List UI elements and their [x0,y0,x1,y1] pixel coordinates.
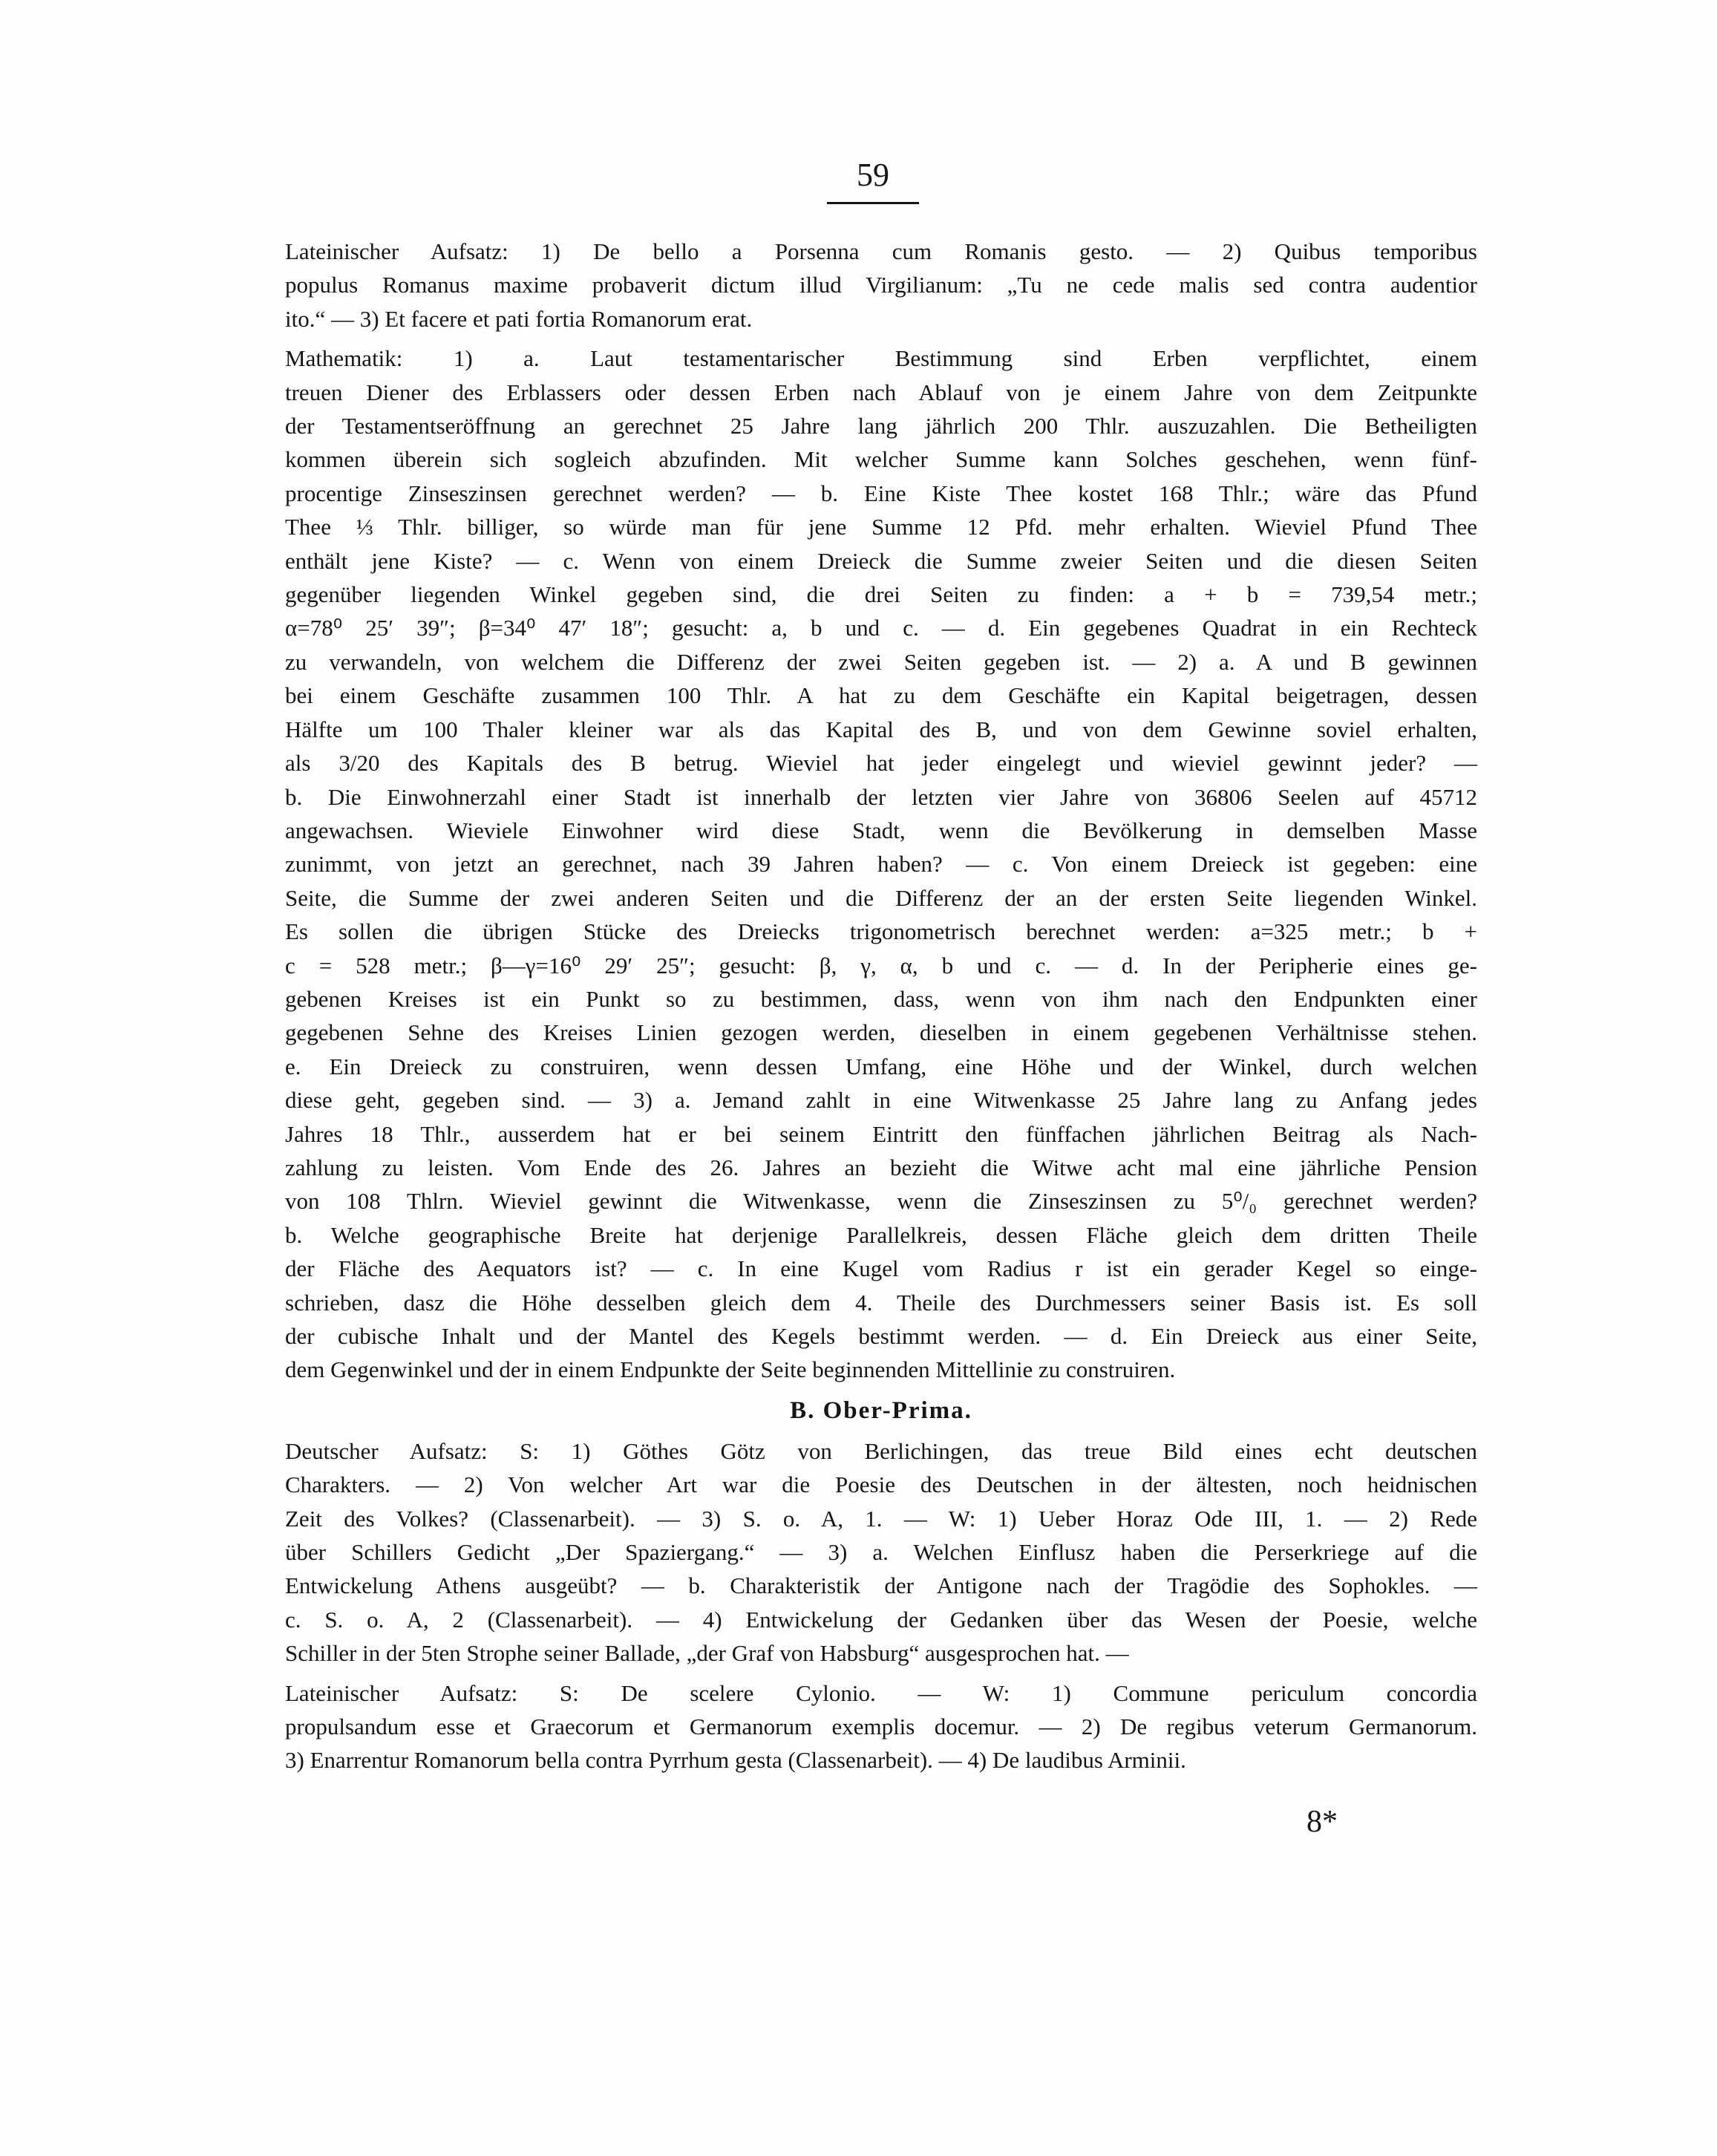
paragraph-gap [285,336,1477,342]
latin-essay-topics-upper [285,1676,1477,1777]
text-line: e. Ein Dreieck zu construiren, wenn dessen Umfang, eine Höhe und der Winkel, durch welchen [285,1053,1477,1079]
text-line: enthält jene Kiste? — c. Wenn von einem Dreieck die Summe zweier Seiten und die diesen Seiten [285,547,1477,574]
text-line: Lateinischer Aufsatz: S: De scelere Cylonio. — W: 1) Commune periculum concordia [285,1679,1477,1706]
mathematics-problems [285,342,1477,1387]
text-line: Hälfte um 100 Thaler kleiner war als das Kapital des B, und von dem Gewinne soviel erhalten, [285,716,1477,742]
text-line: der Testamentseröffnung an gerechnet 25 Jahre lang jährlich 200 Thlr. auszuzahlen. Die Betheiligten [285,413,1477,440]
text-line: Lateinischer Aufsatz: 1) De bello a Porsenna cum Romanis gesto. — 2) Quibus temporibus [285,238,1477,264]
text-line: Charakters. — 2) Von welcher Art war die Poesie des Deutschen in der ältesten, noch heidnischen [285,1471,1477,1498]
text-line: der cubische Inhalt und der Mantel des Kegels bestimmt werden. — d. Ein Dreieck aus einer Seite, [285,1323,1477,1349]
text-line: Seite, die Summe der zwei anderen Seiten und die Differenz der an der ersten Seite liegenden Winkel. [285,884,1477,911]
text-line: gegebenen Sehne des Kreises Linien gezogen werden, dieselben in einem gegebenen Verhältnisse stehen. [285,1019,1477,1046]
text-line: dem Gegenwinkel und der in einem Endpunkte der Seite beginnenden Mittellinie zu construiren. [285,1356,1176,1383]
text-line: angewachsen. Wieviele Einwohner wird diese Stadt, wenn die Bevölkerung in demselben Masse [285,817,1477,843]
text-line: gebenen Kreises ist ein Punkt so zu bestimmen, dass, wenn von ihm nach den Endpunkten einer [285,985,1477,1012]
text-line: über Schillers Gedicht „Der Spaziergang.“ — 3) a. Welchen Einflusz haben die Perserkriege auf die [285,1539,1477,1566]
text-line: b. Welche geographische Breite hat derjenige Parallelkreis, dessen Fläche gleich dem dritten Theile [285,1221,1477,1248]
printer-signature-mark: 8* [1306,1805,1338,1839]
text-line: als 3/20 des Kapitals des B betrug. Wieviel hat jeder eingelegt und wieviel gewinnt jeder? — [285,750,1477,777]
text-line: Es sollen die übrigen Stücke des Dreiecks trigonometrisch berechnet werden: a=325 metr.; b + [285,918,1477,945]
text-line: zu verwandeln, von welchem die Differenz der zwei Seiten gegeben ist. — 2) a. A und B gewinnen [285,648,1477,675]
text-line: schrieben, dasz die Höhe desselben gleich dem 4. Theile des Durchmessers seiner Basis ist. Es soll [285,1289,1477,1316]
text-line: Zeit des Volkes? (Classenarbeit). — 3) S. o. A, 1. — W: 1) Ueber Horaz Ode III, 1. — 2) Rede [285,1505,1477,1532]
text-line: diese geht, gegeben sind. — 3) a. Jemand zahlt in eine Witwenkasse 25 Jahre lang zu Anfang jedes [285,1087,1477,1114]
text-line: zahlung zu leisten. Vom Ende des 26. Jahres an bezieht die Witwe acht mal eine jährliche Pension [285,1154,1477,1180]
text-line: gegenüber liegenden Winkel gegeben sind, die drei Seiten zu finden: a + b = 739,54 metr.; [285,581,1477,608]
text-line: Schiller in der 5ten Strophe seiner Ballade, „der Graf von Habsburg“ ausgesprochen hat. — [285,1640,1129,1667]
text-line: 3) Enarrentur Romanorum bella contra Pyrrhum gesta (Classenarbeit). — 4) De laudibus Arminii. [285,1747,1186,1774]
text-line: procentige Zinseszinsen gerechnet werden? — b. Eine Kiste Thee kostet 168 Thlr.; wäre das Pfund [285,480,1477,506]
text-line: propulsandum esse et Graecorum et Germanorum exemplis docemur. — 2) De regibus veterum Germanorum. [285,1714,1477,1740]
text-line: zunimmt, von jetzt an gerechnet, nach 39 Jahren haben? — c. Von einem Dreieck ist gegeben: eine [285,851,1477,878]
text-line: α=78⁰ 25′ 39″; β=34⁰ 47′ 18″; gesucht: a, b und c. — d. Ein gegebenes Quadrat in ein Rechteck [285,615,1477,641]
text-line: populus Romanus maxime probaverit dictum illud Virgilianum: „Tu ne cede malis sed contra audentior [285,272,1477,298]
text-line: c = 528 metr.; β—γ=16⁰ 29′ 25″; gesucht: β, γ, α, b und c. — d. In der Peripherie eines ge- [285,952,1477,979]
text-line: Mathematik: 1) a. Laut testamentarischer Bestimmung sind Erben verpflichtet, einem [285,345,1477,372]
text-line: von 108 Thlrn. Wieviel gewinnt die Witwenkasse, wenn die Zinseszinsen zu 5⁰/₀ gerechnet werden? [285,1188,1477,1215]
text-line: Thee ⅓ Thlr. billiger, so würde man für jene Summe 12 Pfd. mehr erhalten. Wieviel Pfund Thee [285,514,1477,540]
text-line: c. S. o. A, 2 (Classenarbeit). — 4) Entwickelung der Gedanken über das Wesen der Poesie, welche [285,1606,1477,1633]
text-line: ito.“ — 3) Et facere et pati fortia Romanorum erat. [285,305,753,332]
text-line: kommen überein sich sogleich abzufinden. Mit welcher Summe kann Solches geschehen, wenn fünf- [285,446,1477,473]
text-line: Entwickelung Athens ausgeübt? — b. Charakteristik der Antigone nach der Tragödie des Sophokles. — [285,1572,1477,1599]
latin-essay-topics [285,235,1477,336]
text-line: Jahres 18 Thlr., ausserdem hat er bei seinem Eintritt den fünffachen jährlichen Beitrag als Nach- [285,1120,1477,1147]
text-line: Deutscher Aufsatz: S: 1) Göthes Götz von Berlichingen, das treue Bild eines echt deutschen [285,1437,1477,1464]
text-line: bei einem Geschäfte zusammen 100 Thlr. A hat zu dem Geschäfte ein Kapital beigetragen, dessen [285,682,1477,709]
text-line: treuen Diener des Erblassers oder dessen Erben nach Ablauf von je einem Jahre von dem Zeitpunkte [285,379,1477,405]
section-heading: B. Ober-Prima. [790,1396,972,1424]
text-line: b. Die Einwohnerzahl einer Stadt ist innerhalb der letzten vier Jahre von 36806 Seelen auf 45712 [285,783,1477,810]
page-number: 59 [857,157,889,193]
text-line: der Fläche des Aequators ist? — c. In eine Kugel vom Radius r ist ein gerader Kegel so einge- [285,1255,1477,1282]
paragraph-gap [285,1670,1477,1676]
page-number-rule [827,202,919,204]
german-essay-topics [285,1434,1477,1670]
body-text [285,235,1477,1777]
